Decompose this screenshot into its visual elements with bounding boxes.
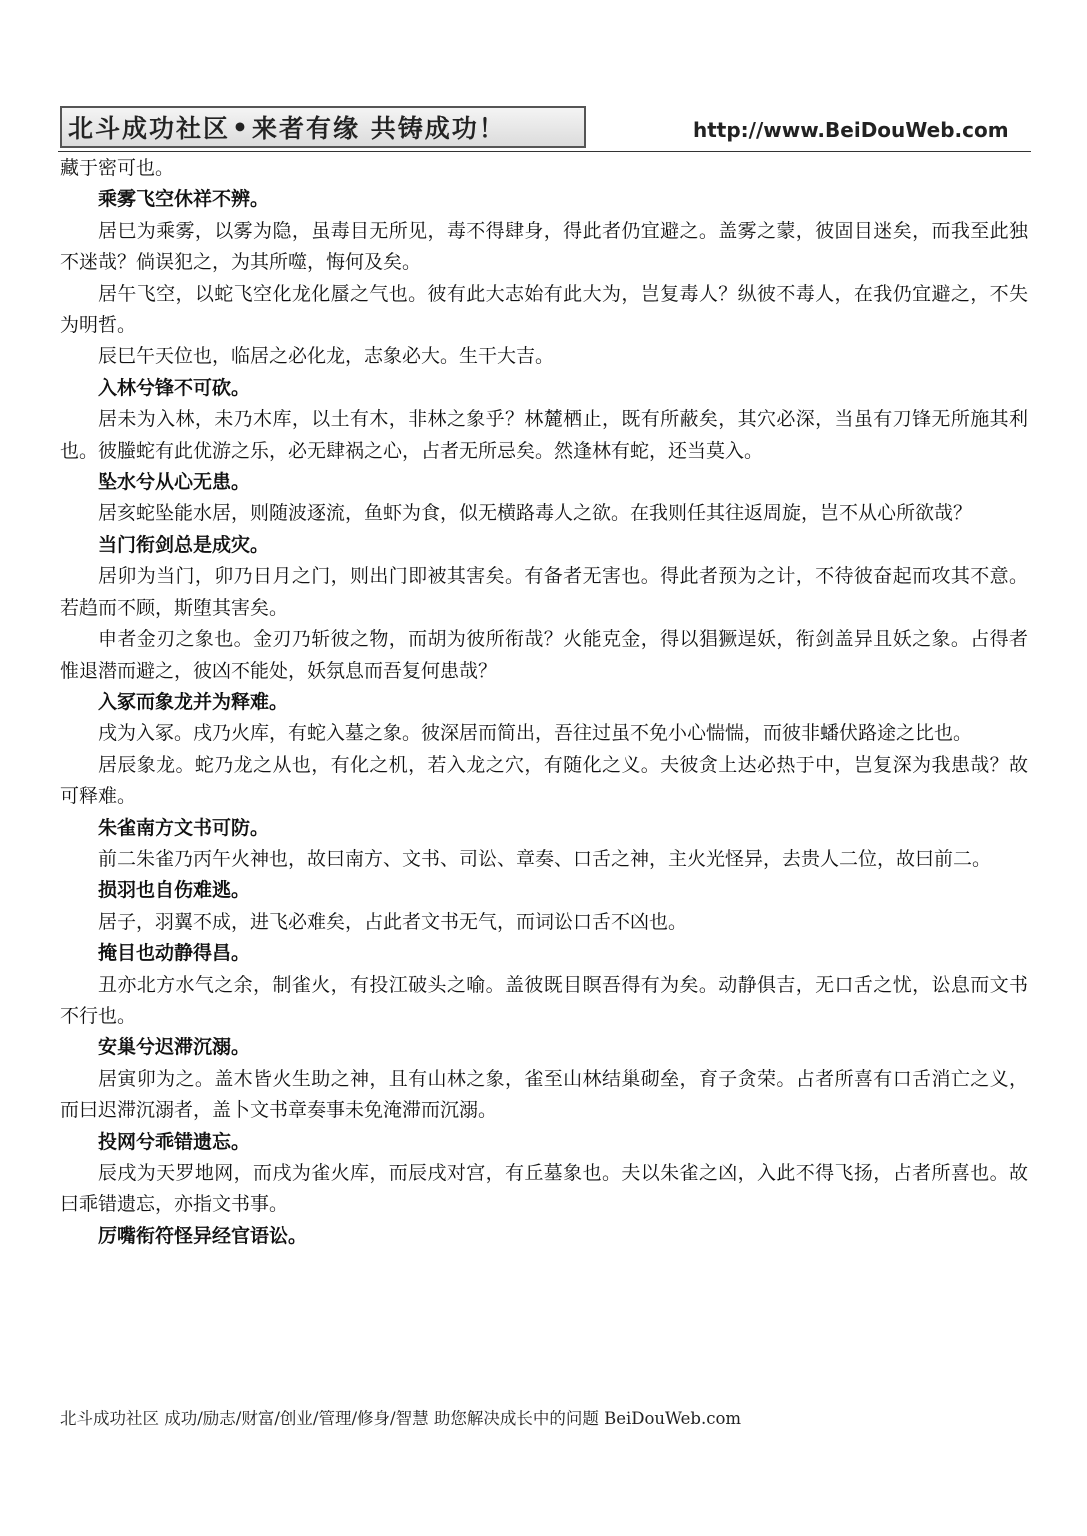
section-heading: 乘雾飞空休祥不辨。: [98, 188, 270, 211]
banner-separator: •: [232, 112, 250, 142]
banner-slogan: 来者有缘 共铸成功！: [252, 114, 506, 143]
header-divider: [58, 151, 1031, 152]
paragraph: 居未为入林，未乃木库，以土有木，非林之象乎？林麓栖止，既有所蔽矣，其穴必深，当虽有刀锋无所施其利也。彼螣蛇有此优游之乐，必无肆祸之心，占者无所忌矣。然逢林有蛇，还当莫入。: [60, 408, 1028, 462]
section-heading: 当门衔剑总是成灾。: [98, 533, 270, 556]
section-heading: 朱雀南方文书可防。: [98, 816, 270, 839]
paragraph: 居子，羽翼不成，进飞必难矣，占此者文书无气，而词讼口舌不凶也。: [98, 910, 688, 933]
section-heading: 厉嘴衔符怪异经官语讼。: [98, 1224, 308, 1247]
section-heading: 入冢而象龙并为释难。: [98, 690, 289, 713]
header-url-link[interactable]: http://www.BeiDouWeb.com: [693, 118, 1009, 142]
paragraph: 居辰象龙。蛇乃龙之从也，有化之机，若入龙之穴，有随化之义。夫彼贪上达必热于中，岂复深为我患哉？故可释难。: [60, 753, 1028, 808]
site-banner: [60, 106, 586, 148]
paragraph: 申者金刃之象也。金刃乃斩彼之物，而胡为彼所衔哉？火能克金，得以猖獗逞妖，衔剑盖异且妖之象。占得者惟退潜而避之，彼凶不能处，妖氛息而吾复何患哉？: [60, 628, 1028, 682]
paragraph: 居卯为当门，卯乃日月之门，则出门即被其害矣。有备者无害也。得此者预为之计，不待彼奋起而攻其不意。若趋而不顾，斯堕其害矣。: [60, 565, 1028, 619]
banner-site-name: 北斗成功社区: [68, 114, 231, 143]
paragraph: 前二朱雀乃丙午火神也，故曰南方、文书、司讼、章奏、口舌之神，主火光怪异，去贵人二位，故曰前二。: [98, 847, 992, 870]
paragraph: 居巳为乘雾，以雾为隐，虽毒目无所见，毒不得肆身，得此者仍宜避之。盖雾之蒙，彼固目迷矣，而我至此独不迷哉？倘误犯之，为其所噬，悔何及矣。: [60, 219, 1028, 274]
paragraph: 辰戌为天罗地网，而戌为雀火库，而辰戌对宫，有丘墓象也。夫以朱雀之凶，入此不得飞扬，占者所喜也。故曰乖错遗忘，亦指文书事。: [60, 1162, 1028, 1216]
paragraph: 辰巳午天位也，临居之必化龙，志象必大。生干大吉。: [98, 345, 555, 368]
paragraph: 丑亦北方水气之余，制雀火，有投江破头之喻。盖彼既目瞑吾得有为矣。动静俱吉，无口舌之忧，讼息而文书不行也。: [60, 973, 1028, 1027]
section-heading: 坠水兮从心无患。: [98, 471, 251, 494]
paragraph: 戌为入冢。戌乃火库，有蛇入墓之象。彼深居而简出，吾往过虽不免小心惴惴，而彼非蟠伏路途之比也。: [98, 722, 973, 745]
page-footer: 北斗成功社区 成功/励志/财富/创业/管理/修身/智慧 助您解决成长中的问题 BeiDouWeb.com: [60, 1409, 742, 1428]
document-body: [60, 153, 1028, 1252]
section-heading: 入林兮锋不可砍。: [98, 376, 251, 399]
paragraph: 藏于密可也。: [60, 157, 175, 179]
section-heading: 掩目也动静得昌。: [98, 942, 251, 965]
section-heading: 安巢兮迟滞沉溺。: [98, 1036, 251, 1059]
paragraph: 居午飞空，以蛇飞空化龙化蜃之气也。彼有此大志始有此大为，岂复毒人？纵彼不毒人，在我仍宜避之，不失为明哲。: [60, 282, 1028, 337]
paragraph: 居亥蛇坠能水居，则随波逐流，鱼虾为食，似无横路毒人之欲。在我则任其往返周旋，岂不从心所欲哉？: [98, 502, 973, 525]
section-heading: 投网兮乖错遗忘。: [98, 1130, 251, 1153]
paragraph: 居寅卯为之。盖木皆火生助之神，且有山林之象，雀至山林结巢砌垒，育子贪荣。占者所喜有口舌消亡之义，而曰迟滞沉溺者，盖卜文书章奏事未免淹滞而沉溺。: [60, 1067, 1028, 1122]
section-heading: 损羽也自伤难逃。: [98, 879, 251, 902]
